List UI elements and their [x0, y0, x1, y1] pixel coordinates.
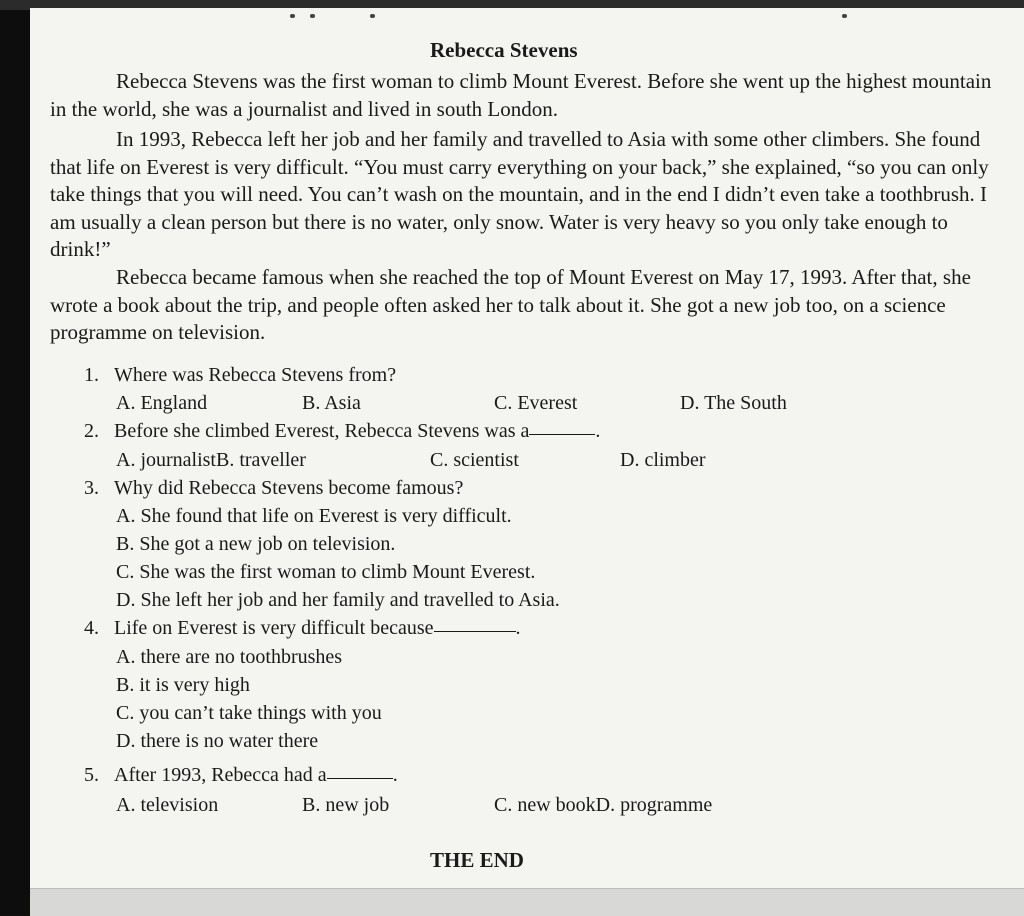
question-number: 4.	[84, 617, 99, 639]
question-number: 3.	[84, 477, 99, 499]
question-5-option-cd[interactable]: C. new bookD. programme	[494, 794, 713, 816]
paragraph-1: Rebecca Stevens was the first woman to climb Mount Everest. Before she went up the highest mountain in the world, she was a journalist and lived in south London.	[50, 69, 992, 121]
end-label: THE END	[430, 848, 524, 872]
question-1-option-c[interactable]: C. Everest	[494, 392, 578, 414]
question-4-option-b[interactable]: B. it is very high	[116, 674, 250, 696]
question-text: Before she climbed Everest, Rebecca Stevens was a	[114, 420, 530, 442]
question-4-option-d[interactable]: D. there is no water there	[116, 730, 319, 752]
question-end-punct: .	[392, 764, 398, 786]
question-end-punct: .	[595, 420, 601, 442]
question-text: Where was Rebecca Stevens from?	[114, 364, 397, 386]
question-4	[84, 617, 521, 640]
question-5	[84, 764, 398, 787]
question-1-option-d[interactable]: D. The South	[680, 392, 787, 414]
paragraph-3: Rebecca became famous when she reached the top of Mount Everest on May 17, 1993. After that, she wrote a book about the trip, and people often asked her to talk about it. She got a new job too, on a science programme on television.	[50, 265, 971, 344]
question-text: After 1993, Rebecca had a	[114, 764, 327, 786]
question-number: 5.	[84, 764, 99, 786]
question-3	[84, 477, 463, 500]
question-4-option-a[interactable]: A. there are no toothbrushes	[116, 646, 343, 668]
question-5-option-a[interactable]: A. television	[116, 794, 219, 816]
question-3-option-a[interactable]: A. She found that life on Everest is very difficult.	[116, 505, 512, 527]
question-3-option-d[interactable]: D. She left her job and her family and travelled to Asia.	[116, 589, 560, 611]
answer-blank[interactable]	[327, 778, 393, 779]
answer-blank[interactable]	[529, 434, 595, 435]
question-2-option-c[interactable]: C. scientist	[430, 449, 519, 471]
page-top-marks	[290, 14, 870, 22]
paragraph-2: In 1993, Rebecca left her job and her family and travelled to Asia with some other climbers. She found that life on Everest is very difficult. “You must carry everything on your back,” she explained, “so you can only take things that you will need. You can’t wash on the mountain, and in the end I didn’t even take a toothbrush. I am usually a clean person but there is no water, only snow. Water is very heavy so you only take enough to drink!”	[50, 127, 989, 261]
question-number: 1.	[84, 364, 99, 386]
document-title: Rebecca Stevens	[430, 38, 578, 62]
answer-blank[interactable]	[434, 631, 516, 632]
question-3-option-b[interactable]: B. She got a new job on television.	[116, 533, 396, 555]
question-1	[84, 364, 396, 387]
question-4-option-c[interactable]: C. you can’t take things with you	[116, 702, 382, 724]
window-bottom-strip	[30, 888, 1024, 916]
question-3-option-c[interactable]: C. She was the first woman to climb Mount Everest.	[116, 561, 536, 583]
question-2-option-ab[interactable]: A. journalistB. traveller	[116, 449, 306, 471]
question-5-option-b[interactable]: B. new job	[302, 794, 390, 816]
question-1-option-b[interactable]: B. Asia	[302, 392, 361, 414]
window-left-edge	[0, 0, 30, 915]
question-text: Why did Rebecca Stevens become famous?	[114, 477, 464, 499]
question-2-option-d[interactable]: D. climber	[620, 449, 706, 471]
question-end-punct: .	[515, 617, 521, 639]
question-2	[84, 420, 600, 443]
question-number: 2.	[84, 420, 99, 442]
question-text: Life on Everest is very difficult because	[114, 617, 434, 639]
question-1-option-a[interactable]: A. England	[116, 392, 208, 414]
